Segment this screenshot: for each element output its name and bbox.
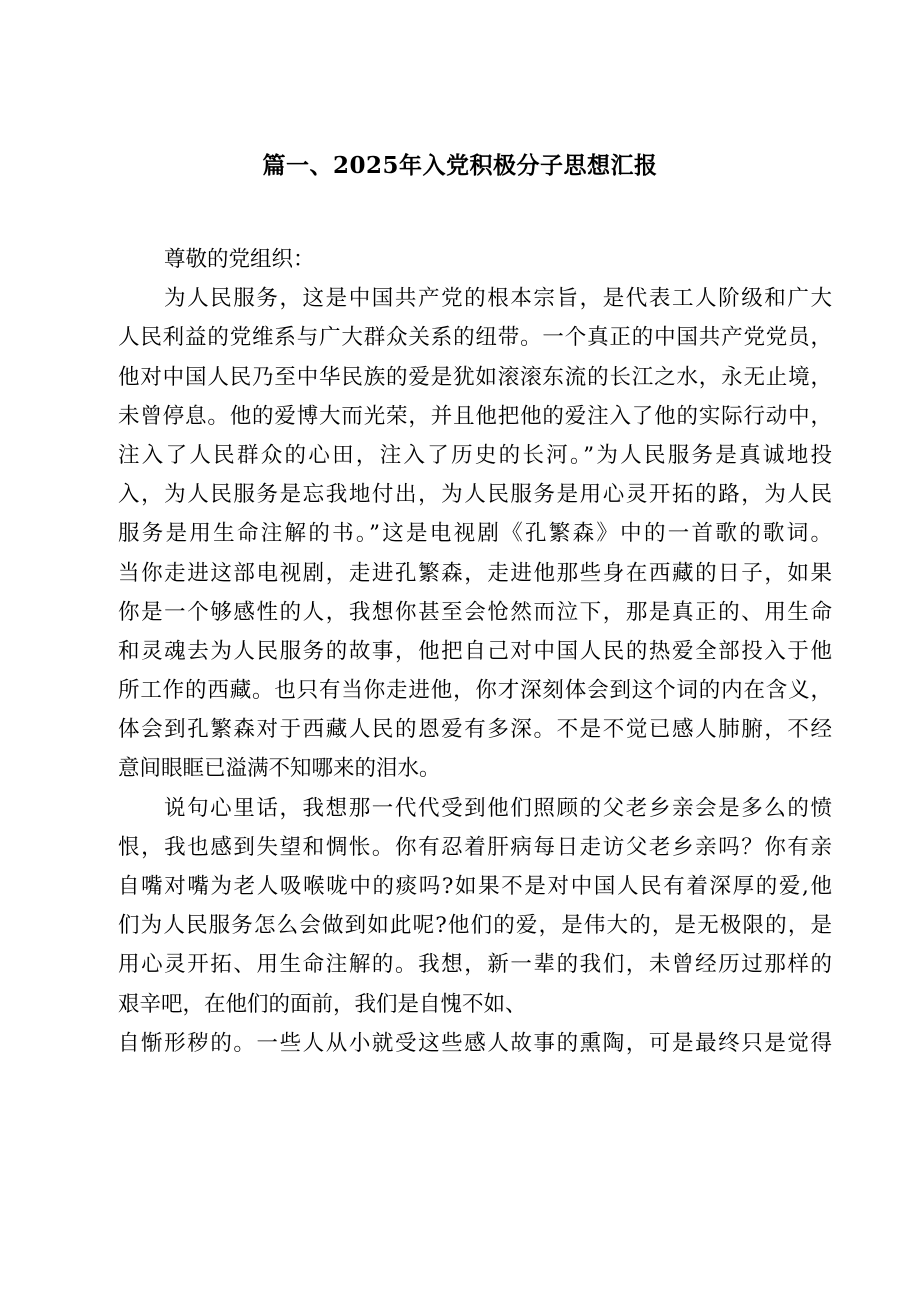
document-body xyxy=(118,240,832,1063)
body-line: 他对中国人民乃至中华民族的爱是犹如滚滚东流的长江之水，永无止境， xyxy=(118,364,832,390)
body-line: 体会到孔繁森对于西藏人民的恩爱有多深。不是不觉已感人肺腑，不经 xyxy=(118,717,832,743)
salutation: 尊敬的党组织： xyxy=(164,247,315,272)
body-line: 所工作的西藏。也只有当你走进他，你才深刻体会到这个词的内在含义， xyxy=(118,678,832,704)
body-line: 服务是用生命注解的书。”这是电视剧《孔繁森》中的一首歌的歌词。 xyxy=(118,521,832,547)
body-line: 和灵魂去为人民服务的故事，他把自己对中国人民的热爱全部投入于他 xyxy=(118,638,832,664)
body-line: 自惭形秽的。一些人从小就受这些感人故事的熏陶，可是最终只是觉得 xyxy=(118,1030,832,1056)
body-line: 自嘴对嘴为老人吸喉咙中的痰吗?如果不是对中国人民有着深厚的爱,他 xyxy=(118,874,832,899)
body-line: 艰辛吧，在他们的面前，我们是自愧不如、 xyxy=(118,991,527,1017)
body-line: 未曾停息。他的爱博大而光荣，并且他把他的爱注入了他的实际行动中， xyxy=(118,403,832,429)
body-line: 注入了人民群众的心田，注入了历史的长河。”为人民服务是真诚地投 xyxy=(118,442,832,468)
body-line: 用心灵开拓、用生命注解的。我想，新一辈的我们，未曾经历过那样的 xyxy=(118,952,832,978)
body-line: 为人民服务，这是中国共产党的根本宗旨，是代表工人阶级和广大 xyxy=(164,286,832,312)
document-title: 篇一、2025年入党积极分子思想汇报 xyxy=(262,152,658,179)
body-line: 入，为人民服务是忘我地付出，为人民服务是用心灵开拓的路，为人民 xyxy=(118,482,832,508)
body-line: 们为人民服务怎么会做到如此呢?他们的爱，是伟大的，是无极限的，是 xyxy=(118,913,832,939)
body-line: 当你走进这部电视剧，走进孔繁森，走进他那些身在西藏的日子，如果 xyxy=(118,560,832,586)
body-line: 意间眼眶已溢满不知哪来的泪水。 xyxy=(118,756,441,782)
body-line: 恨，我也感到失望和惆怅。你有忍着肝病每日走访父老乡亲吗？你有亲 xyxy=(118,834,832,860)
body-line: 说句心里话，我想那一代代受到他们照顾的父老乡亲会是多么的愤 xyxy=(164,795,832,821)
body-line: 人民利益的党维系与广大群众关系的纽带。一个真正的中国共产党党员， xyxy=(118,325,832,351)
body-line: 你是一个够感性的人，我想你甚至会怆然而泣下，那是真正的、用生命 xyxy=(118,599,832,625)
